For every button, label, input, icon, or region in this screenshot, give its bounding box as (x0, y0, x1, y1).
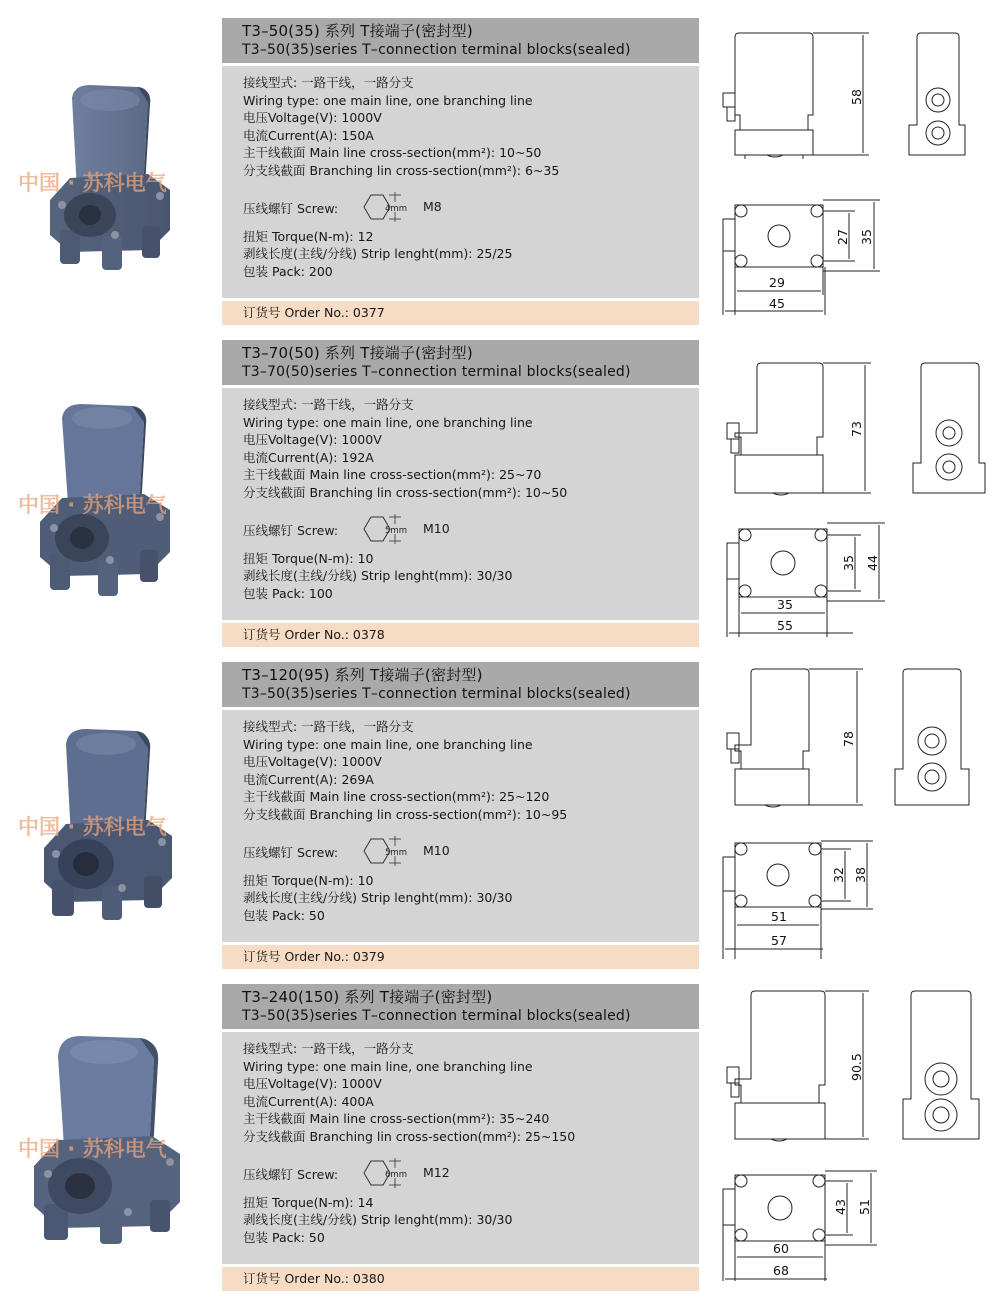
pack-value: 200 (308, 263, 333, 279)
dim-inner-depth: 43 (833, 1199, 848, 1215)
hex-nut-icon (355, 512, 411, 546)
branch-line-label: 分支线截面 Branching lin cross-section(mm²): (243, 484, 525, 500)
branch-line-row (243, 484, 699, 502)
dim-outer-depth: 51 (857, 1199, 872, 1215)
strip-value: 25/25 (476, 246, 513, 262)
main-line-value: 10~50 (499, 145, 542, 161)
wiring-type-zh: 接线型式: 一路干线，一路分支 (243, 1041, 414, 1056)
spec-body (222, 1032, 699, 1264)
strip-label: 剥线长度(主线/分线) Strip lenght(mm): (243, 568, 477, 584)
branch-line-row (243, 1128, 699, 1146)
torque-value: 12 (357, 228, 374, 244)
dimension-drawings (705, 337, 995, 637)
dim-inner-width: 29 (769, 275, 785, 290)
wiring-type-en: Wiring type: one main line, one branching line (243, 736, 533, 752)
watermark-text: 中国 · 苏科电气 (18, 815, 167, 839)
order-value: 0378 (352, 627, 385, 642)
dim-inner-width: 35 (777, 597, 793, 612)
current-label: 电流Current(A): (243, 449, 342, 465)
strip-row (243, 1211, 699, 1229)
screw-label: 压线螺钉 Screw: (243, 1166, 339, 1182)
dim-outer-depth: 35 (859, 229, 874, 245)
wiring-type-en: Wiring type: one main line, one branching line (243, 1058, 533, 1074)
wiring-type-en: Wiring type: one main line, one branching line (243, 92, 533, 108)
main-line-value: 35~240 (499, 1111, 550, 1127)
dim-outer-depth: 44 (865, 555, 880, 571)
current-label: 电流Current(A): (243, 127, 342, 143)
dim-inner-width: 60 (773, 1241, 789, 1256)
voltage-label: 电压Voltage(V): (243, 432, 342, 448)
screw-size: M12 (423, 1164, 450, 1180)
branch-line-value: 6~35 (524, 162, 560, 178)
dim-inner-width: 51 (771, 909, 787, 924)
main-line-label: 主干线截面 Main line cross-section(mm²): (243, 789, 500, 805)
voltage-label: 电压Voltage(V): (243, 754, 342, 770)
voltage-row (243, 1075, 699, 1093)
torque-row (243, 228, 699, 246)
title-bar (222, 984, 699, 1029)
pack-row (243, 1229, 699, 1247)
screw-row (243, 190, 699, 224)
torque-value: 10 (357, 872, 374, 888)
voltage-row (243, 109, 699, 127)
dim-height: 58 (849, 89, 864, 105)
spec-panel (222, 340, 699, 647)
wiring-type-zh: 接线型式: 一路干线，一路分支 (243, 75, 414, 90)
product-title-en: T3–70(50)series T–connection terminal blocks(sealed) (242, 364, 631, 380)
pack-label: 包装 Pack: (243, 907, 309, 923)
screw-size: M10 (423, 520, 450, 536)
product-title-zh: T3–240(150) 系列 T接端子(密封型) (242, 988, 493, 1006)
product-photo (10, 1006, 220, 1246)
order-number-bar (222, 1267, 699, 1291)
main-line-label: 主干线截面 Main line cross-section(mm²): (243, 1111, 500, 1127)
pack-row (243, 263, 699, 281)
strip-label: 剥线长度(主线/分线) Strip lenght(mm): (243, 1212, 477, 1228)
current-row (243, 127, 699, 145)
screw-row (243, 834, 699, 868)
branch-line-row (243, 806, 699, 824)
torque-label: 扭矩 Torque(N-m): (243, 1194, 358, 1210)
branch-line-label: 分支线截面 Branching lin cross-section(mm²): (243, 806, 525, 822)
pack-value: 50 (308, 907, 325, 923)
product-photo (10, 40, 220, 280)
product-photo (10, 684, 220, 924)
strip-value: 30/30 (476, 890, 513, 906)
order-label: 订货号 Order No.: (243, 627, 353, 642)
title-bar (222, 662, 699, 707)
screw-label: 压线螺钉 Screw: (243, 200, 339, 216)
product-photo (10, 362, 220, 602)
pack-label: 包装 Pack: (243, 263, 309, 279)
strip-row (243, 889, 699, 907)
strip-value: 30/30 (476, 1212, 513, 1228)
strip-label: 剥线长度(主线/分线) Strip lenght(mm): (243, 890, 477, 906)
spec-body (222, 66, 699, 298)
current-label: 电流Current(A): (243, 1093, 342, 1109)
voltage-value: 1000V (341, 754, 382, 770)
branch-line-value: 10~50 (524, 484, 568, 500)
product-block-t3-50 (0, 0, 1000, 322)
torque-label: 扭矩 Torque(N-m): (243, 872, 358, 888)
product-title-en: T3–50(35)series T–connection terminal blocks(sealed) (242, 1008, 631, 1024)
spec-panel (222, 984, 699, 1291)
main-line-row (243, 144, 699, 162)
watermark-text: 中国 · 苏科电气 (18, 1137, 167, 1161)
current-value: 192A (341, 449, 374, 465)
pack-row (243, 907, 699, 925)
hex-size: 5mm (385, 525, 407, 536)
product-block-t3-120 (0, 644, 1000, 966)
product-title-zh: T3–120(95) 系列 T接端子(密封型) (242, 666, 483, 684)
order-label: 订货号 Order No.: (243, 305, 353, 320)
current-row (243, 1093, 699, 1111)
main-line-value: 25~70 (499, 467, 542, 483)
title-bar (222, 18, 699, 63)
hex-size: 6mm (385, 1169, 407, 1180)
strip-value: 30/30 (476, 568, 513, 584)
dim-outer-width: 57 (771, 933, 787, 948)
voltage-label: 电压Voltage(V): (243, 110, 342, 126)
branch-line-row (243, 162, 699, 180)
order-value: 0377 (352, 305, 385, 320)
pack-value: 100 (308, 585, 333, 601)
torque-value: 14 (357, 1194, 374, 1210)
voltage-row (243, 431, 699, 449)
wiring-type-zh: 接线型式: 一路干线，一路分支 (243, 397, 414, 412)
dimension-drawings (705, 659, 995, 959)
dim-outer-width: 45 (769, 296, 785, 311)
torque-label: 扭矩 Torque(N-m): (243, 550, 358, 566)
order-label: 订货号 Order No.: (243, 949, 353, 964)
dim-inner-depth: 27 (835, 229, 850, 245)
branch-line-label: 分支线截面 Branching lin cross-section(mm²): (243, 1128, 525, 1144)
branch-line-label: 分支线截面 Branching lin cross-section(mm²): (243, 162, 525, 178)
dim-inner-depth: 32 (831, 867, 846, 883)
order-value: 0379 (352, 949, 385, 964)
watermark-text: 中国 · 苏科电气 (18, 171, 167, 195)
dim-outer-depth: 38 (853, 867, 868, 883)
dim-height: 90.5 (849, 1053, 864, 1081)
spec-panel (222, 18, 699, 325)
product-block-t3-240 (0, 966, 1000, 1288)
wiring-type-zh: 接线型式: 一路干线，一路分支 (243, 719, 414, 734)
watermark-text: 中国 · 苏科电气 (18, 493, 167, 517)
hex-nut-icon (355, 1156, 411, 1190)
screw-size: M8 (423, 198, 442, 214)
voltage-row (243, 753, 699, 771)
voltage-value: 1000V (341, 432, 382, 448)
voltage-value: 1000V (341, 110, 382, 126)
wiring-type-en: Wiring type: one main line, one branching line (243, 414, 533, 430)
main-line-value: 25~120 (499, 789, 550, 805)
product-title-en: T3–50(35)series T–connection terminal blocks(sealed) (242, 42, 631, 58)
product-title-zh: T3–50(35) 系列 T接端子(密封型) (242, 22, 473, 40)
screw-row (243, 512, 699, 546)
torque-value: 10 (357, 550, 374, 566)
current-value: 150A (341, 127, 374, 143)
main-line-row (243, 788, 699, 806)
screw-row (243, 1156, 699, 1190)
torque-row (243, 872, 699, 890)
pack-value: 50 (308, 1229, 325, 1245)
pack-row (243, 585, 699, 603)
main-line-row (243, 466, 699, 484)
order-label: 订货号 Order No.: (243, 1271, 353, 1286)
product-title-zh: T3–70(50) 系列 T接端子(密封型) (242, 344, 473, 362)
dim-outer-width: 55 (777, 618, 793, 633)
strip-row (243, 245, 699, 263)
current-value: 269A (341, 771, 374, 787)
hex-size: 5mm (385, 847, 407, 858)
product-title-en: T3–50(35)series T–connection terminal blocks(sealed) (242, 686, 631, 702)
hex-size: 4mm (385, 203, 407, 214)
spec-body (222, 710, 699, 942)
pack-label: 包装 Pack: (243, 1229, 309, 1245)
hex-nut-icon (355, 190, 411, 224)
current-value: 400A (341, 1093, 374, 1109)
title-bar (222, 340, 699, 385)
main-line-label: 主干线截面 Main line cross-section(mm²): (243, 145, 500, 161)
screw-size: M10 (423, 842, 450, 858)
voltage-label: 电压Voltage(V): (243, 1076, 342, 1092)
dimension-drawings (705, 981, 995, 1281)
torque-row (243, 1194, 699, 1212)
dimension-drawings (705, 15, 995, 315)
dim-outer-width: 68 (773, 1263, 789, 1278)
strip-row (243, 567, 699, 585)
spec-panel (222, 662, 699, 969)
dim-inner-depth: 35 (841, 555, 856, 571)
hex-nut-icon (355, 834, 411, 868)
pack-label: 包装 Pack: (243, 585, 309, 601)
strip-label: 剥线长度(主线/分线) Strip lenght(mm): (243, 246, 477, 262)
screw-label: 压线螺钉 Screw: (243, 844, 339, 860)
torque-label: 扭矩 Torque(N-m): (243, 228, 358, 244)
product-block-t3-70 (0, 322, 1000, 644)
current-label: 电流Current(A): (243, 771, 342, 787)
voltage-value: 1000V (341, 1076, 382, 1092)
order-value: 0380 (352, 1271, 385, 1286)
dim-height: 73 (849, 421, 864, 437)
branch-line-value: 10~95 (524, 806, 568, 822)
branch-line-value: 25~150 (524, 1128, 576, 1144)
torque-row (243, 550, 699, 568)
main-line-label: 主干线截面 Main line cross-section(mm²): (243, 467, 500, 483)
current-row (243, 771, 699, 789)
screw-label: 压线螺钉 Screw: (243, 522, 339, 538)
spec-body (222, 388, 699, 620)
current-row (243, 449, 699, 467)
dim-height: 78 (841, 731, 856, 747)
main-line-row (243, 1110, 699, 1128)
